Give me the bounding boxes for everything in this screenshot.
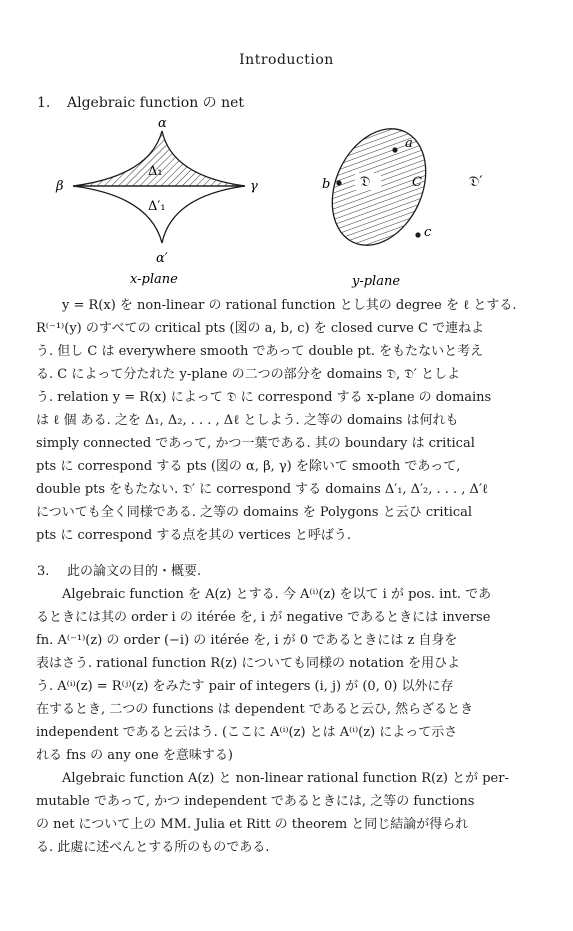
paragraph-3-line: る. 此處に述べんとする所のものである. [36, 840, 270, 855]
label-C: C [412, 175, 422, 190]
label-c: c [424, 225, 432, 240]
label-delta1: Δ₁ [148, 164, 163, 179]
paragraph-2-line: 表はさう. rational function R(z) についても同様の notation を用ひよ [36, 656, 461, 671]
point-a [392, 147, 397, 152]
paragraph-2-line: independent であると云はう. (ここに A⁽ⁱ⁾(z) とは A⁽ⁱ⁾(z) によって示さ [36, 725, 458, 740]
paragraph-1-line: double pts をもたない. 𝔇′ に correspond する domains Δ′₁, Δ′₂, . . . , Δ′ℓ [36, 482, 489, 497]
point-c [415, 232, 420, 237]
paragraph-1-line: R⁽⁻¹⁾(y) のすべての critical pts (図の a, b, c) を closed curve C で連ねよ [36, 321, 485, 336]
paragraph-1-line: pts に correspond する点を其の vertices と呼ばう. [36, 528, 352, 543]
paragraph-3-line: Algebraic function A(z) と non-linear rational function R(z) とが per- [62, 771, 509, 786]
paragraph-1-line: う. 但し C は everywhere smooth であって double pt. をもたないと考え [36, 344, 484, 359]
paragraph-2-line: う. A⁽ⁱ⁾(z) = R⁽ʲ⁾(z) をみたす pair of integers (i, j) が (0, 0) 以外に存 [36, 679, 454, 694]
section-3-heading [37, 560, 201, 579]
x-plane-caption: x-plane [130, 272, 178, 287]
paragraph-1 [36, 294, 538, 547]
label-b: b [322, 177, 331, 192]
delta1-prime-region [73, 186, 245, 243]
paragraph-3 [36, 767, 538, 859]
label-D: 𝔇 [360, 174, 371, 190]
y-plane-diagram [314, 114, 482, 288]
y-plane-caption: y-plane [352, 274, 401, 288]
label-D-prime: 𝔇′ [469, 174, 483, 190]
paragraph-2-line: Algebraic function を A(z) とする. 今 A⁽ⁱ⁾(z) を以て i が pos. int. であ [62, 587, 492, 602]
section-1-title: Algebraic function の net [67, 95, 245, 111]
paragraph-3-line: mutable であって, かつ independent であるときには, 之等の functions [36, 794, 475, 809]
paragraph-1-line: は ℓ 個 ある. 之を Δ₁, Δ₂, . . . , Δℓ としよう. 之等の domains は何れも [36, 413, 459, 428]
label-alpha: α [158, 116, 167, 131]
section-1-number: 1. [37, 95, 51, 111]
section-3-title: 此の論文の目的・概要. [67, 564, 202, 579]
point-b [336, 180, 341, 185]
paragraph-2-line: れる fns の any one を意味する) [36, 748, 233, 763]
paragraph-1-line: る. C によって分たれた y-plane の二つの部分を domains 𝔇, 𝔇′ としよ [36, 367, 460, 382]
paragraph-2-line: るときには其の order i の itérée を, i が negative であるときには inverse [36, 610, 491, 625]
label-gamma: γ [250, 179, 258, 194]
page-title: Introduction [239, 52, 334, 68]
figure-planes [0, 108, 573, 288]
paragraph-1-line: pts に correspond する pts (図の α, β, γ) を除いて smooth であって, [36, 459, 461, 474]
section-3-number: 3. [37, 564, 50, 579]
paragraph-2-line: 在するとき, 二つの functions は dependent であると云ひ, 然らざるとき [36, 702, 474, 717]
label-a: a [405, 136, 413, 151]
paragraph-2 [36, 583, 538, 767]
paragraph-1-line: についても全く同様である. 之等の domains を Polygons と云ひ critical [36, 505, 473, 520]
label-beta: β [56, 179, 64, 194]
paragraph-1-line: simply connected であって, かつ一葉である. 其の boundary は critical [36, 436, 475, 451]
label-alpha-prime: α′ [156, 251, 168, 266]
paragraph-1-line: y = R(x) を non-linear の rational function とし其の degree を ℓ とする. [62, 298, 517, 313]
paragraph-1-line: う. relation y = R(x) によって 𝔇 に correspond する x-plane の domains [36, 390, 492, 405]
x-plane-diagram [55, 116, 258, 287]
paragraph-2-line: fn. A⁽⁻¹⁾(z) の order (−i) の itérée を, i が 0 であるときには z 自身を [36, 633, 458, 648]
paragraph-3-line: の net について上の MM. Julia et Ritt の theorem と同じ結論が得られ [36, 817, 469, 832]
label-delta1-prime: Δ′₁ [148, 199, 166, 214]
